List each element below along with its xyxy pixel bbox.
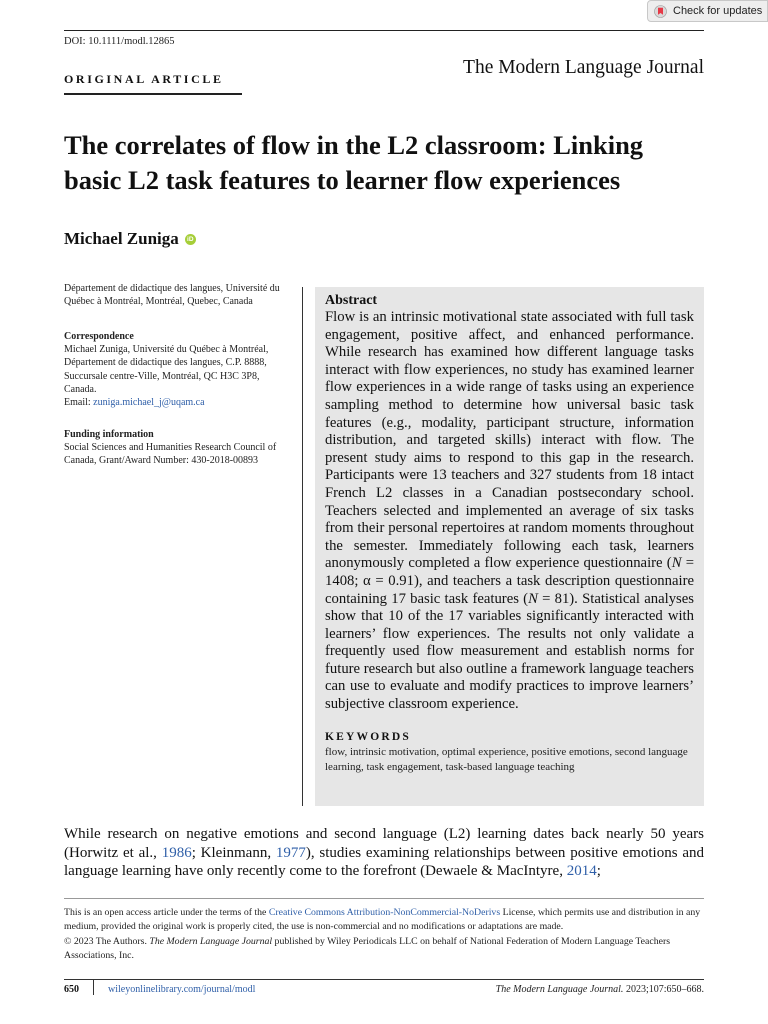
email-link[interactable]: zuniga.michael_j@uqam.ca — [93, 397, 205, 409]
page-number: 650 — [64, 984, 79, 995]
article-type-rule — [64, 93, 242, 95]
orcid-icon-text: iD — [187, 235, 194, 243]
body-text-4: ; — [596, 863, 601, 879]
license-link[interactable]: Creative Commons Attribution-NonCommercial-NoDerivs — [268, 907, 501, 918]
body-text-3: ), studies examining relationships between positive emotions and language learning have only recently come to the forefront (Dewaele & MacIntyre, — [64, 844, 704, 879]
site-url-link[interactable]: wileyonlinelibrary.com/journal/modl — [108, 984, 256, 995]
crossmark-icon — [654, 5, 667, 18]
funding-heading: Funding information — [64, 429, 154, 440]
correspondence-heading: Correspondence — [64, 331, 134, 342]
check-for-updates-button[interactable] — [647, 0, 768, 22]
footnote-text-4: published by Wiley Periodicals LLC on behalf of National Federation of Modern Language Teachers Associations, Inc. — [64, 935, 671, 961]
doi[interactable]: DOI: 10.1111/modl.12865 — [64, 36, 175, 47]
n-symbol: N — [528, 590, 538, 607]
body-paragraph — [64, 825, 704, 881]
footer-rule — [64, 979, 704, 980]
citation-link[interactable]: 1977 — [275, 844, 306, 861]
license-footnote — [64, 906, 704, 963]
abstract-box — [315, 287, 704, 806]
keywords-list: flow, intrinsic motivation, optimal experience, positive emotions, second language learning, task engagement, task-based language teaching — [325, 745, 688, 773]
author-line — [64, 229, 196, 249]
abstract-part-3: = 81). Statistical analyses show that 10 of the 17 variables significantly interacted with learners’ flow experiences. The results not only validate a frequently used flow measurement and establish norms for future research but also outline a framework language teachers can use to evaluate and modify practices to improve learners’ subjective classroom experience. — [325, 590, 694, 713]
footnote-journal: The Modern Language Journal — [149, 935, 273, 947]
abstract-text — [325, 309, 694, 714]
footnote-text-2: License, which permits use and distribution in any medium, provided the original work is properly cited, the use is non-commercial and no modifications or adaptations are made. — [64, 907, 701, 933]
email-label: Email: — [64, 397, 94, 409]
citation-link[interactable]: 2014 — [566, 863, 597, 879]
body-text-2: ; Kleinmann, — [191, 844, 276, 861]
abstract-part-1: Flow is an intrinsic motivational state associated with full task engagement, positive affect, and enhanced performance. While research has examined how different language tasks interact with flow experiences, no study has examined learner flow experiences in a wide range of tasks using an experience sampling method to determine how universal basic task features (e.g., modality, participant structure, information distribution, and targeted skills) interact with flow. The present study aims to respond to this gap in the research. Participants were 13 teachers and 327 students from 18 intact French L2 classes in a Canadian postsecondary school. Teachers selected and implemented an average of six tasks from their personal repertoires at random moments throughout the semester. Immediately following each task, learners anonymously completed a flow experience questionnaire ( — [325, 309, 694, 572]
author-name[interactable]: Michael Zuniga — [64, 229, 179, 248]
keywords-heading: KEYWORDS — [325, 730, 411, 743]
footer-citation — [496, 984, 704, 995]
affiliation: Département de didactique des langues, Université du Québec à Montréal, Montréal, Quebec, Canada — [64, 283, 280, 308]
funding-block — [64, 428, 292, 468]
header-rule — [64, 30, 704, 31]
abstract-divider — [302, 287, 303, 806]
abstract-part-2: = 1408; α = 0.91), and teachers a task description questionnaire containing 17 basic task features ( — [325, 555, 694, 607]
journal-name: The Modern Language Journal — [463, 57, 704, 78]
article-type-label: ORIGINAL ARTICLE — [64, 72, 224, 86]
footnote-text-3: © 2023 The Authors. — [64, 935, 150, 947]
footer-journal: The Modern Language Journal. — [495, 984, 624, 995]
check-for-updates-label: Check for updates — [673, 5, 763, 17]
footnote-rule — [64, 898, 704, 899]
article-title: The correlates of flow in the L2 classroom: Linking basic L2 task features to learner flow experiences — [64, 130, 644, 195]
footer-separator — [93, 980, 94, 995]
correspondence-block — [64, 330, 292, 409]
orcid-icon[interactable] — [185, 234, 196, 245]
correspondence-address: Michael Zuniga, Université du Québec à Montréal, Département de didactique des langues, C.P. 8888, Succursale centre-Ville, Montréal, QC H3C 3P8, Canada. — [64, 344, 269, 395]
n-symbol: N — [671, 555, 682, 572]
footnote-text-1: This is an open access article under the terms of the — [64, 907, 269, 918]
footer-volume-pages: 2023;107:650–668. — [623, 984, 704, 995]
funding-text: Social Sciences and Humanities Research Council of Canada, Grant/Award Number: 430-2018-00893 — [64, 442, 277, 467]
body-text-1: While research on negative emotions and second language (L2) learning dates back nearly 50 years (Horwitz et al., — [64, 826, 704, 861]
abstract-heading: Abstract — [325, 293, 378, 308]
citation-link[interactable]: 1986 — [161, 844, 192, 861]
email-line — [64, 396, 292, 409]
